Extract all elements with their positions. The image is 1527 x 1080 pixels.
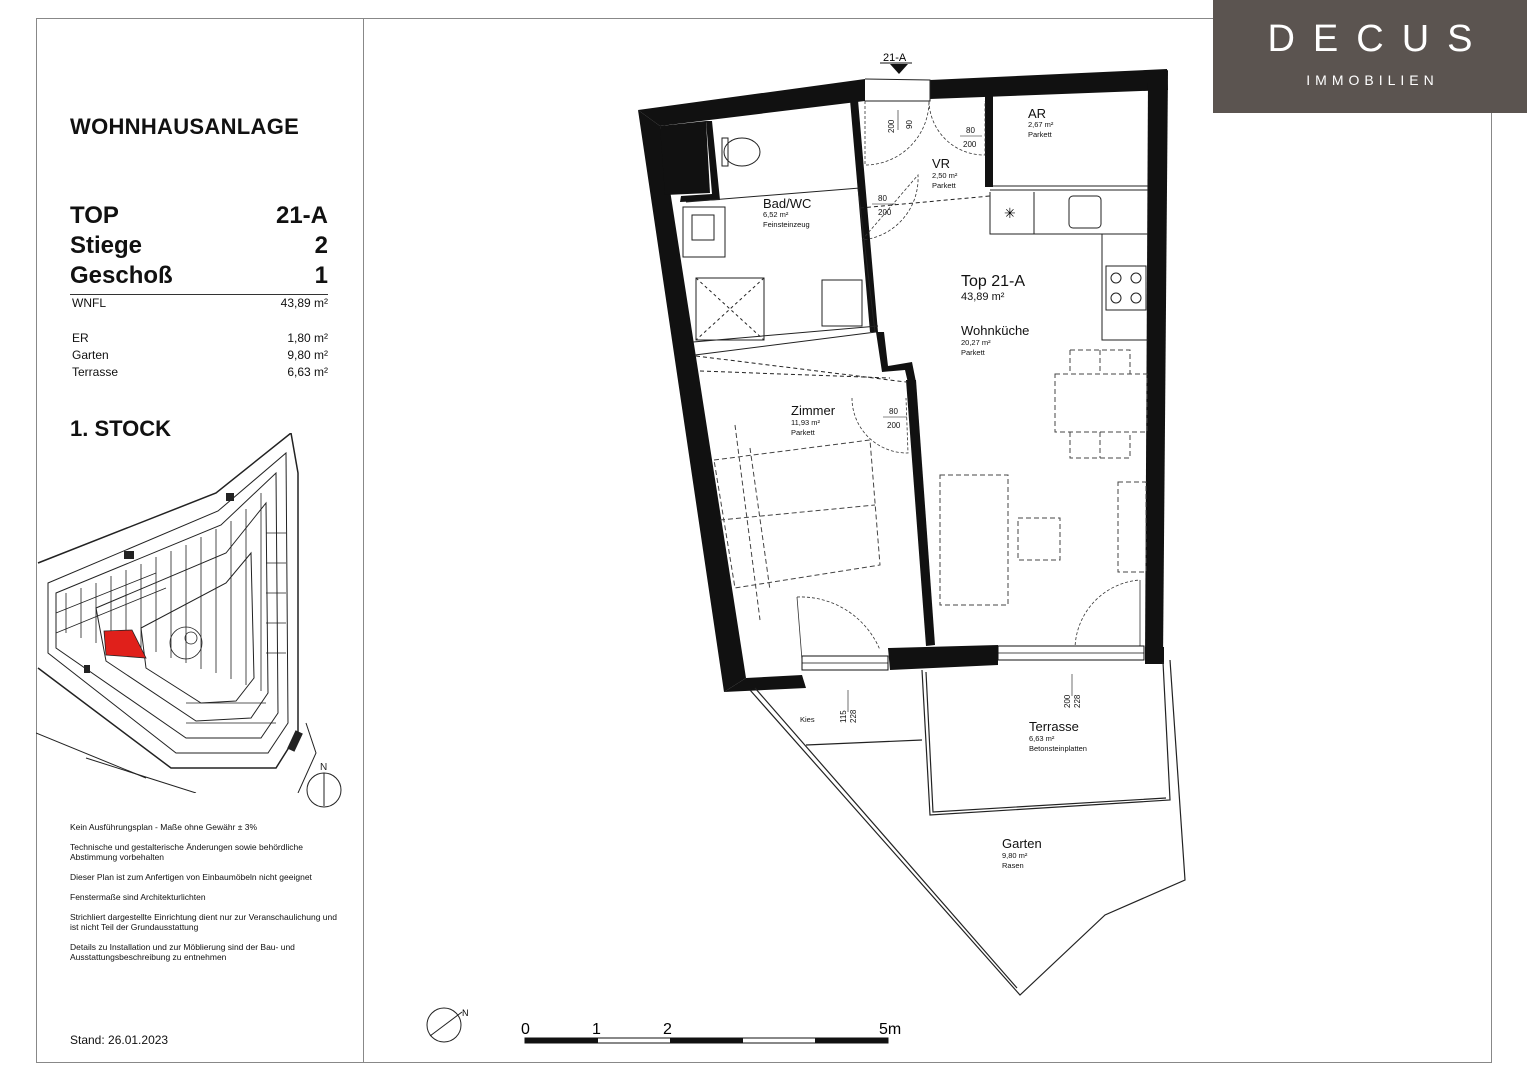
site-north-label: N [320,762,328,773]
socket-icon: ✳ [1004,205,1016,221]
stiege-value: 2 [314,232,328,259]
room-area: 2,67 m² [1028,120,1054,129]
note-item: Strichliert dargestellte Einrichtung dient nur zur Veranschaulichung und ist nicht Teil der Grundausstattung [70,912,337,932]
window-width: 228 [1073,694,1082,708]
plan-notes [70,822,340,972]
extra-row [72,331,328,345]
door-width: 80 [878,194,887,203]
site-map [36,433,363,793]
logo-brand: DECUS [1267,18,1491,60]
top-value: 21-A [275,202,328,229]
room-floor: Parkett [932,181,956,190]
stiege-label: Stiege [70,232,143,259]
note-item: Dieser Plan ist zum Anfertigen von Einbaumöbeln nicht geeignet [70,872,312,882]
sheet-heading: WOHNHAUSANLAGE [70,114,300,139]
extra-row [72,348,328,362]
door-width: 80 [966,126,975,135]
window-height: 115 [839,710,848,723]
window-height: 200 [1063,694,1072,708]
site-north-arrow [304,758,348,810]
wnfl-label: WNFL [72,296,106,310]
top-label: TOP [70,202,119,229]
logo-subtitle: IMMOBILIEN [1306,72,1439,88]
room-area: 9,80 m² [1002,851,1028,860]
note-item: Kein Ausführungsplan - Maße ohne Gewähr ± 3% [70,822,258,832]
room-name: Terrasse [1029,719,1079,734]
extra-value: 1,80 m² [287,331,328,345]
plan-date: Stand: 26.01.2023 [70,1033,169,1047]
walls [638,69,1168,692]
room-name: Wohnküche [961,323,1030,338]
extra-label: ER [72,331,89,345]
scale-label: 2 [663,1021,672,1038]
door-height: 200 [887,421,901,430]
room-name: Zimmer [791,403,836,418]
room-floor: Parkett [961,348,985,357]
storey-label: 1. STOCK [70,416,172,441]
entry-marker [880,52,912,74]
scale-bar [521,1021,901,1043]
wnfl-row [72,296,328,310]
scale-label: 1 [592,1021,601,1038]
door-swings [797,101,1140,660]
room-floor: Parkett [1028,130,1052,139]
room-labels [763,106,1087,870]
room-area: 6,52 m² [763,210,789,219]
info-sidebar [36,18,363,1062]
note-item: Details zu Installation und zur Möblierung sind der Bau- und Ausstattungsbeschreibung zu entnehmen [70,942,295,962]
door-height: 200 [878,208,892,217]
wnfl-rule [70,294,328,295]
furniture [714,350,1147,620]
room-name: AR [1028,106,1047,121]
room-area: 2,50 m² [932,171,958,180]
room-floor: Feinsteinzeug [763,220,810,229]
dimension-labels [839,110,1082,723]
extra-row [72,365,328,379]
plan-north-label: N [462,1008,469,1018]
stiege-row [70,232,328,260]
scale-label: 0 [521,1021,530,1038]
extra-label: Garten [72,348,109,362]
room-floor: Parkett [791,428,815,437]
room-name: VR [932,156,951,171]
unit-area: 43,89 m² [961,291,1005,303]
unit-highlight [104,630,146,658]
room-area: 6,63 m² [1029,734,1055,743]
extra-label: Terrasse [72,365,119,379]
kies-label: Kies [800,715,815,724]
scale-label: 5m [879,1021,902,1038]
top-row [70,202,328,230]
room-name: Bad/WC [763,196,812,211]
floor-plan [364,18,1490,1062]
geschoss-value: 1 [314,262,328,289]
outdoor-outlines [750,660,1185,995]
door-width: 80 [889,407,898,416]
note-item: Fenstermaße sind Architekturlichten [70,892,206,902]
entry-marker-label: 21-A [883,52,907,64]
wnfl-value: 43,89 m² [280,296,328,310]
room-floor: Betonsteinplatten [1029,744,1087,753]
room-floor: Rasen [1002,861,1024,870]
geschoss-label: Geschoß [70,262,173,289]
note-item: Technische und gestalterische Änderungen sowie behördliche Abstimmung vorbehalten [70,842,303,862]
plan-north-arrow [427,1008,469,1042]
geschoss-row [70,262,328,290]
extra-value: 6,63 m² [287,365,328,379]
unit-title: Top 21-A [961,273,1026,290]
door-height: 200 [963,140,977,149]
door-width: 90 [905,120,914,129]
window-width: 228 [849,709,858,723]
room-name: Garten [1002,836,1042,851]
room-area: 11,93 m² [791,418,821,427]
room-area: 20,27 m² [961,338,991,347]
door-height: 200 [887,119,896,133]
extra-value: 9,80 m² [287,348,328,362]
